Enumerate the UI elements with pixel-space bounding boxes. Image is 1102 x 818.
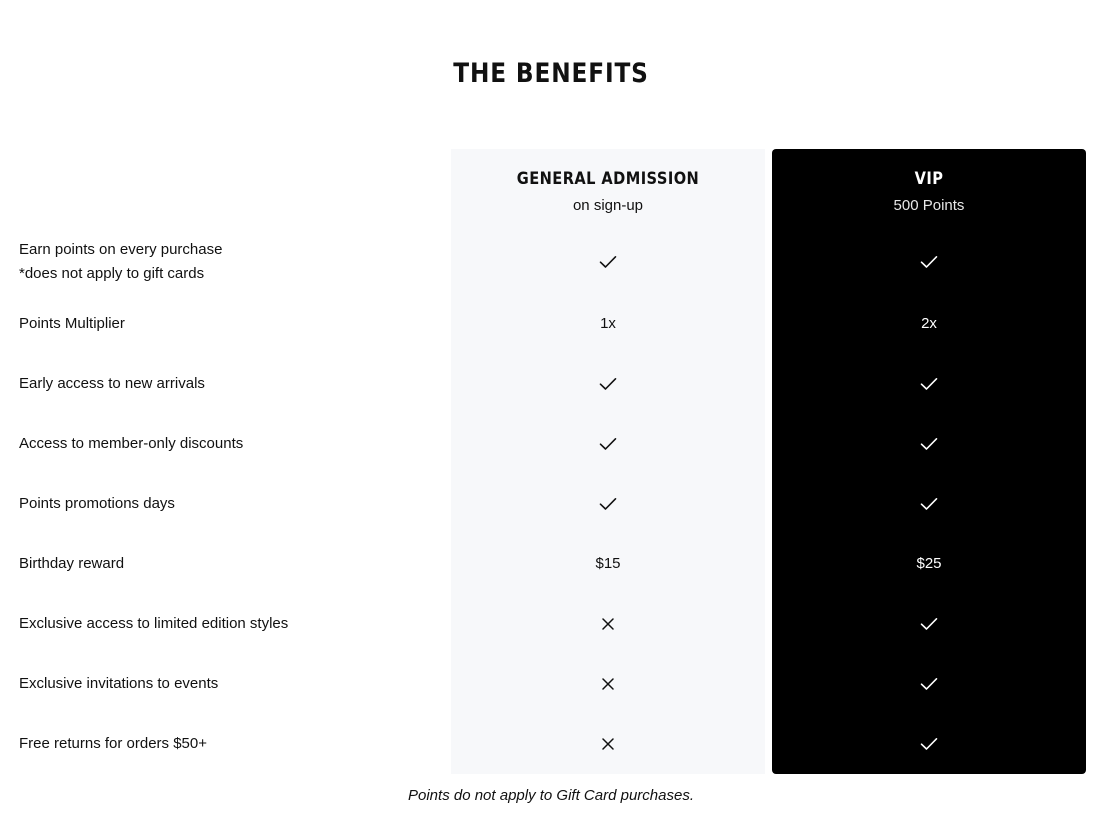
tier-name: GENERAL ADMISSION <box>516 169 700 189</box>
benefit-label <box>19 552 439 576</box>
benefit-label <box>19 492 439 516</box>
benefit-label <box>19 312 439 336</box>
checkmark-icon <box>451 432 765 456</box>
benefit-label <box>19 238 439 286</box>
tier-header <box>772 169 1086 214</box>
checkmark-icon <box>772 492 1086 516</box>
checkmark-icon <box>451 250 765 274</box>
benefit-label <box>19 612 439 636</box>
benefit-label-text: Access to member-only discounts <box>19 435 244 452</box>
benefit-label-text: Birthday reward <box>19 555 125 572</box>
benefit-label-text: Earn points on every purchase <box>19 241 223 258</box>
benefit-label-text: Points promotions days <box>19 495 175 512</box>
cross-icon <box>451 732 765 756</box>
benefit-label-text: Free returns for orders $50+ <box>19 735 208 752</box>
benefit-label <box>19 372 439 396</box>
checkmark-icon <box>772 372 1086 396</box>
tier-header <box>451 169 765 214</box>
benefit-label-text: Exclusive access to limited edition styles <box>19 615 289 632</box>
checkmark-icon <box>772 612 1086 636</box>
benefit-label-text: Early access to new arrivals <box>19 375 205 392</box>
benefit-label-note: *does not apply to gift cards <box>19 265 205 282</box>
checkmark-icon <box>451 372 765 396</box>
footnote: Points do not apply to Gift Card purchases. <box>408 787 694 804</box>
tier-name: VIP <box>914 169 944 189</box>
vip-benefit-value: 2x <box>921 315 937 332</box>
vip-benefit-value: $25 <box>916 555 942 572</box>
checkmark-icon <box>451 492 765 516</box>
checkmark-icon <box>772 432 1086 456</box>
benefit-label <box>19 672 439 696</box>
tier-requirement: on sign-up <box>572 197 644 214</box>
tier-requirement: 500 Points <box>893 197 965 214</box>
benefit-label <box>19 732 439 756</box>
checkmark-icon <box>772 732 1086 756</box>
general-benefit-value: $15 <box>595 555 621 572</box>
cross-icon <box>451 672 765 696</box>
benefit-label-text: Points Multiplier <box>19 315 125 332</box>
cross-icon <box>451 612 765 636</box>
benefit-label-text: Exclusive invitations to events <box>19 675 219 692</box>
checkmark-icon <box>772 250 1086 274</box>
checkmark-icon <box>772 672 1086 696</box>
benefit-label <box>19 432 439 456</box>
general-benefit-value: 1x <box>600 315 616 332</box>
section-title: THE BENEFITS <box>453 58 649 89</box>
